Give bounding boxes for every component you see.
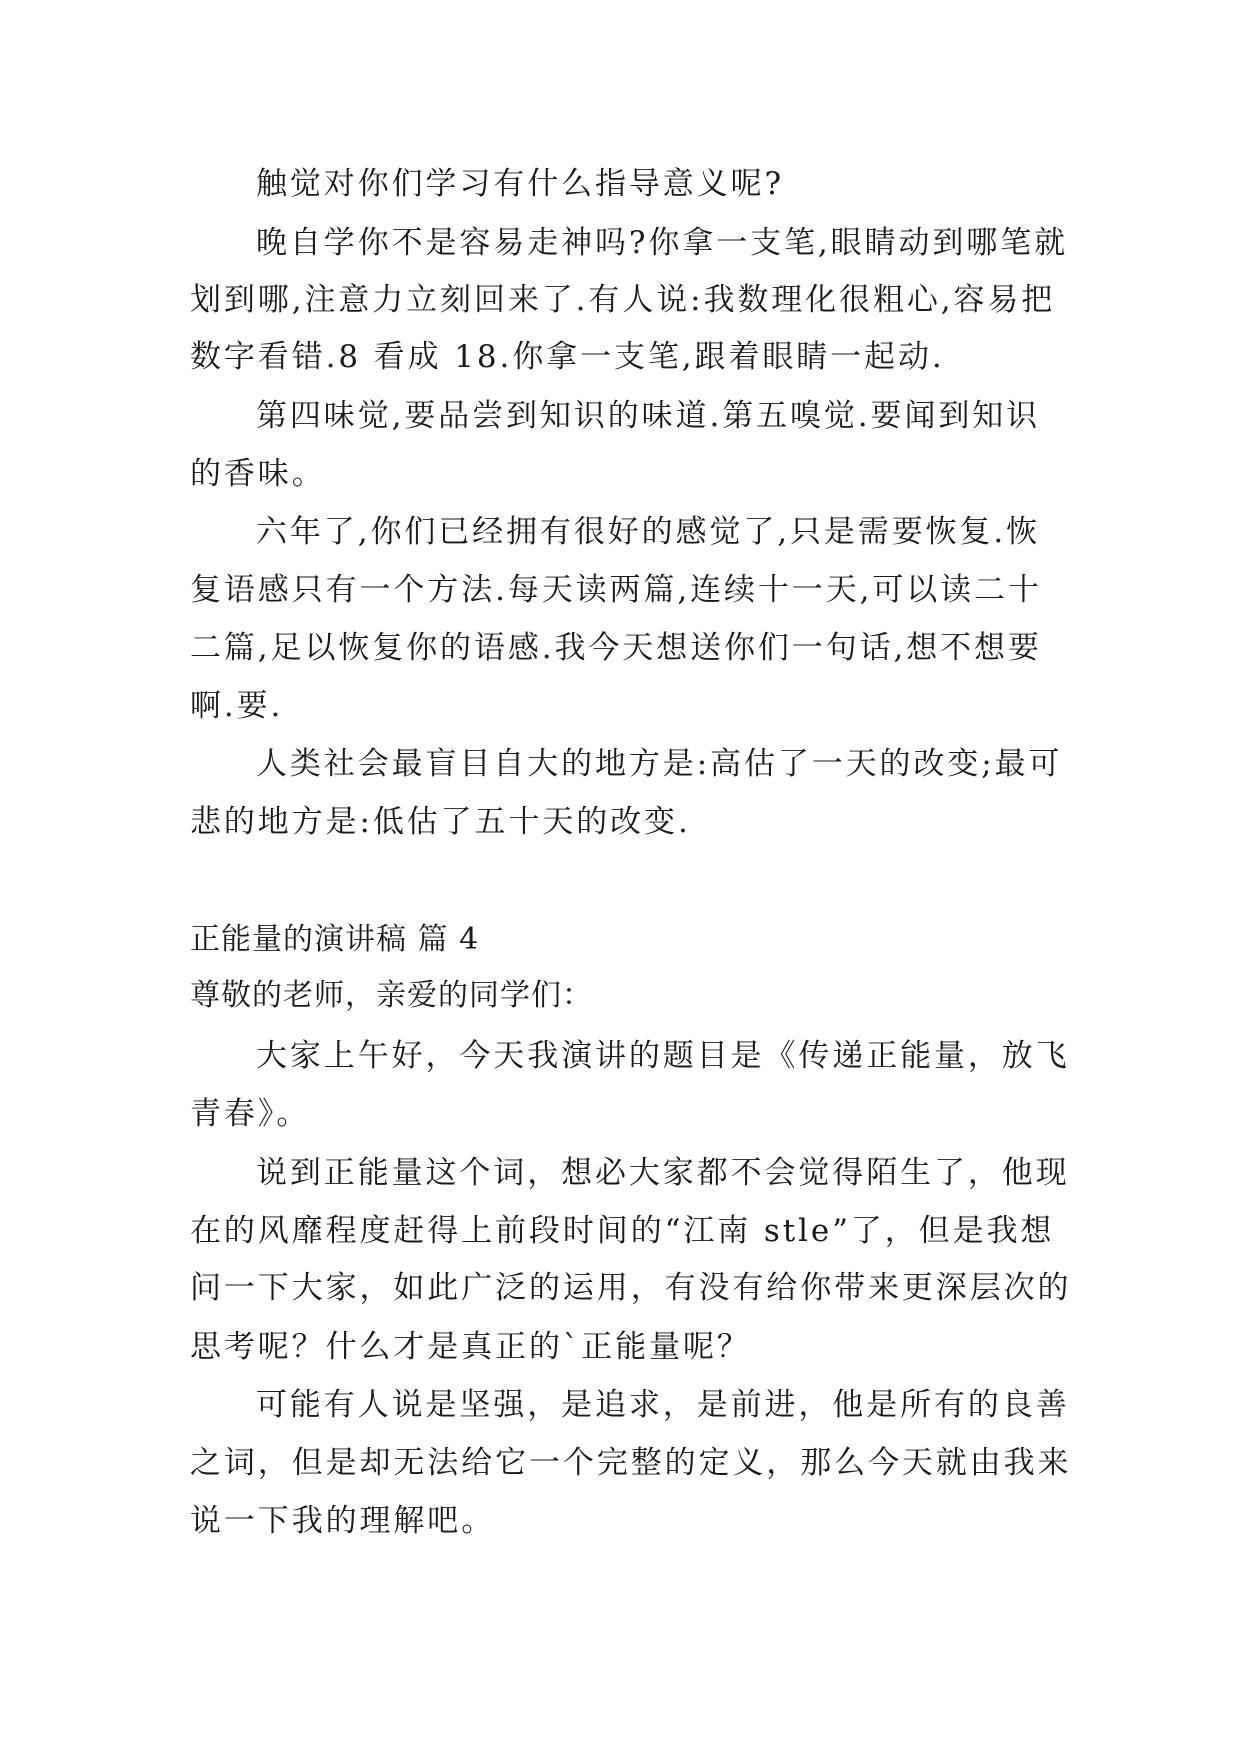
paragraph-line: 之词，但是却无法给它一个完整的定义，那么今天就由我来 [190,1445,1072,1481]
paragraph-line: 可能有人说是坚强，是追求，是前进，他是所有的良善 [256,1387,1070,1423]
paragraph-line: 划到哪,注意力立刻回来了.有人说:我数理化很粗心,容易把 [190,282,1056,318]
paragraph-line: 晚自学你不是容易走神吗?你拿一支笔,眼睛动到哪笔就 [256,225,1068,261]
paragraph-line: 思考呢？什么才是真正的`正能量呢？ [190,1329,751,1365]
paragraph-line: 大家上午好，今天我演讲的题目是《传递正能量，放飞 [256,1038,1070,1074]
paragraph-line: 青春》。 [190,1096,311,1132]
paragraph-line: 问一下大家，如此广泛的运用，有没有给你带来更深层次的 [190,1270,1072,1306]
paragraph-line: 第四味觉,要品尝到知识的味道.第五嗅觉.要闻到知识 [256,398,1041,434]
paragraph-line: 说一下我的理解吧。 [190,1503,496,1539]
paragraph-line: 六年了,你们已经拥有很好的感觉了,只是需要恢复.恢 [256,514,1041,550]
paragraph-line: 人类社会最盲目自大的地方是:高估了一天的改变;最可 [256,746,1063,782]
paragraph-line: 说到正能量这个词，想必大家都不会觉得陌生了，他现 [256,1155,1070,1191]
paragraph-line: 在的风靡程度赶得上前段时间的“江南 stle”了，但是我想 [190,1213,1055,1249]
paragraph-line: 数字看错.8 看成 18.你拿一支笔,跟着眼睛一起动. [190,339,945,375]
paragraph-line: 二篇,足以恢复你的语感.我今天想送你们一句话,想不想要 [190,630,1042,666]
paragraph-line: 悲的地方是:低估了五十天的改变. [190,804,691,840]
paragraph-line: 复语感只有一个方法.每天读两篇,连续十一天,可以读二十 [190,572,1042,608]
paragraph-line: 啊.要. [190,688,284,724]
section-title: 正能量的演讲稿 篇 4 [190,922,480,957]
salutation: 尊敬的老师，亲爱的同学们： [190,978,593,1013]
paragraph-line: 的香味。 [190,456,326,492]
paragraph-line: 触觉对你们学习有什么指导意义呢? [256,166,785,202]
